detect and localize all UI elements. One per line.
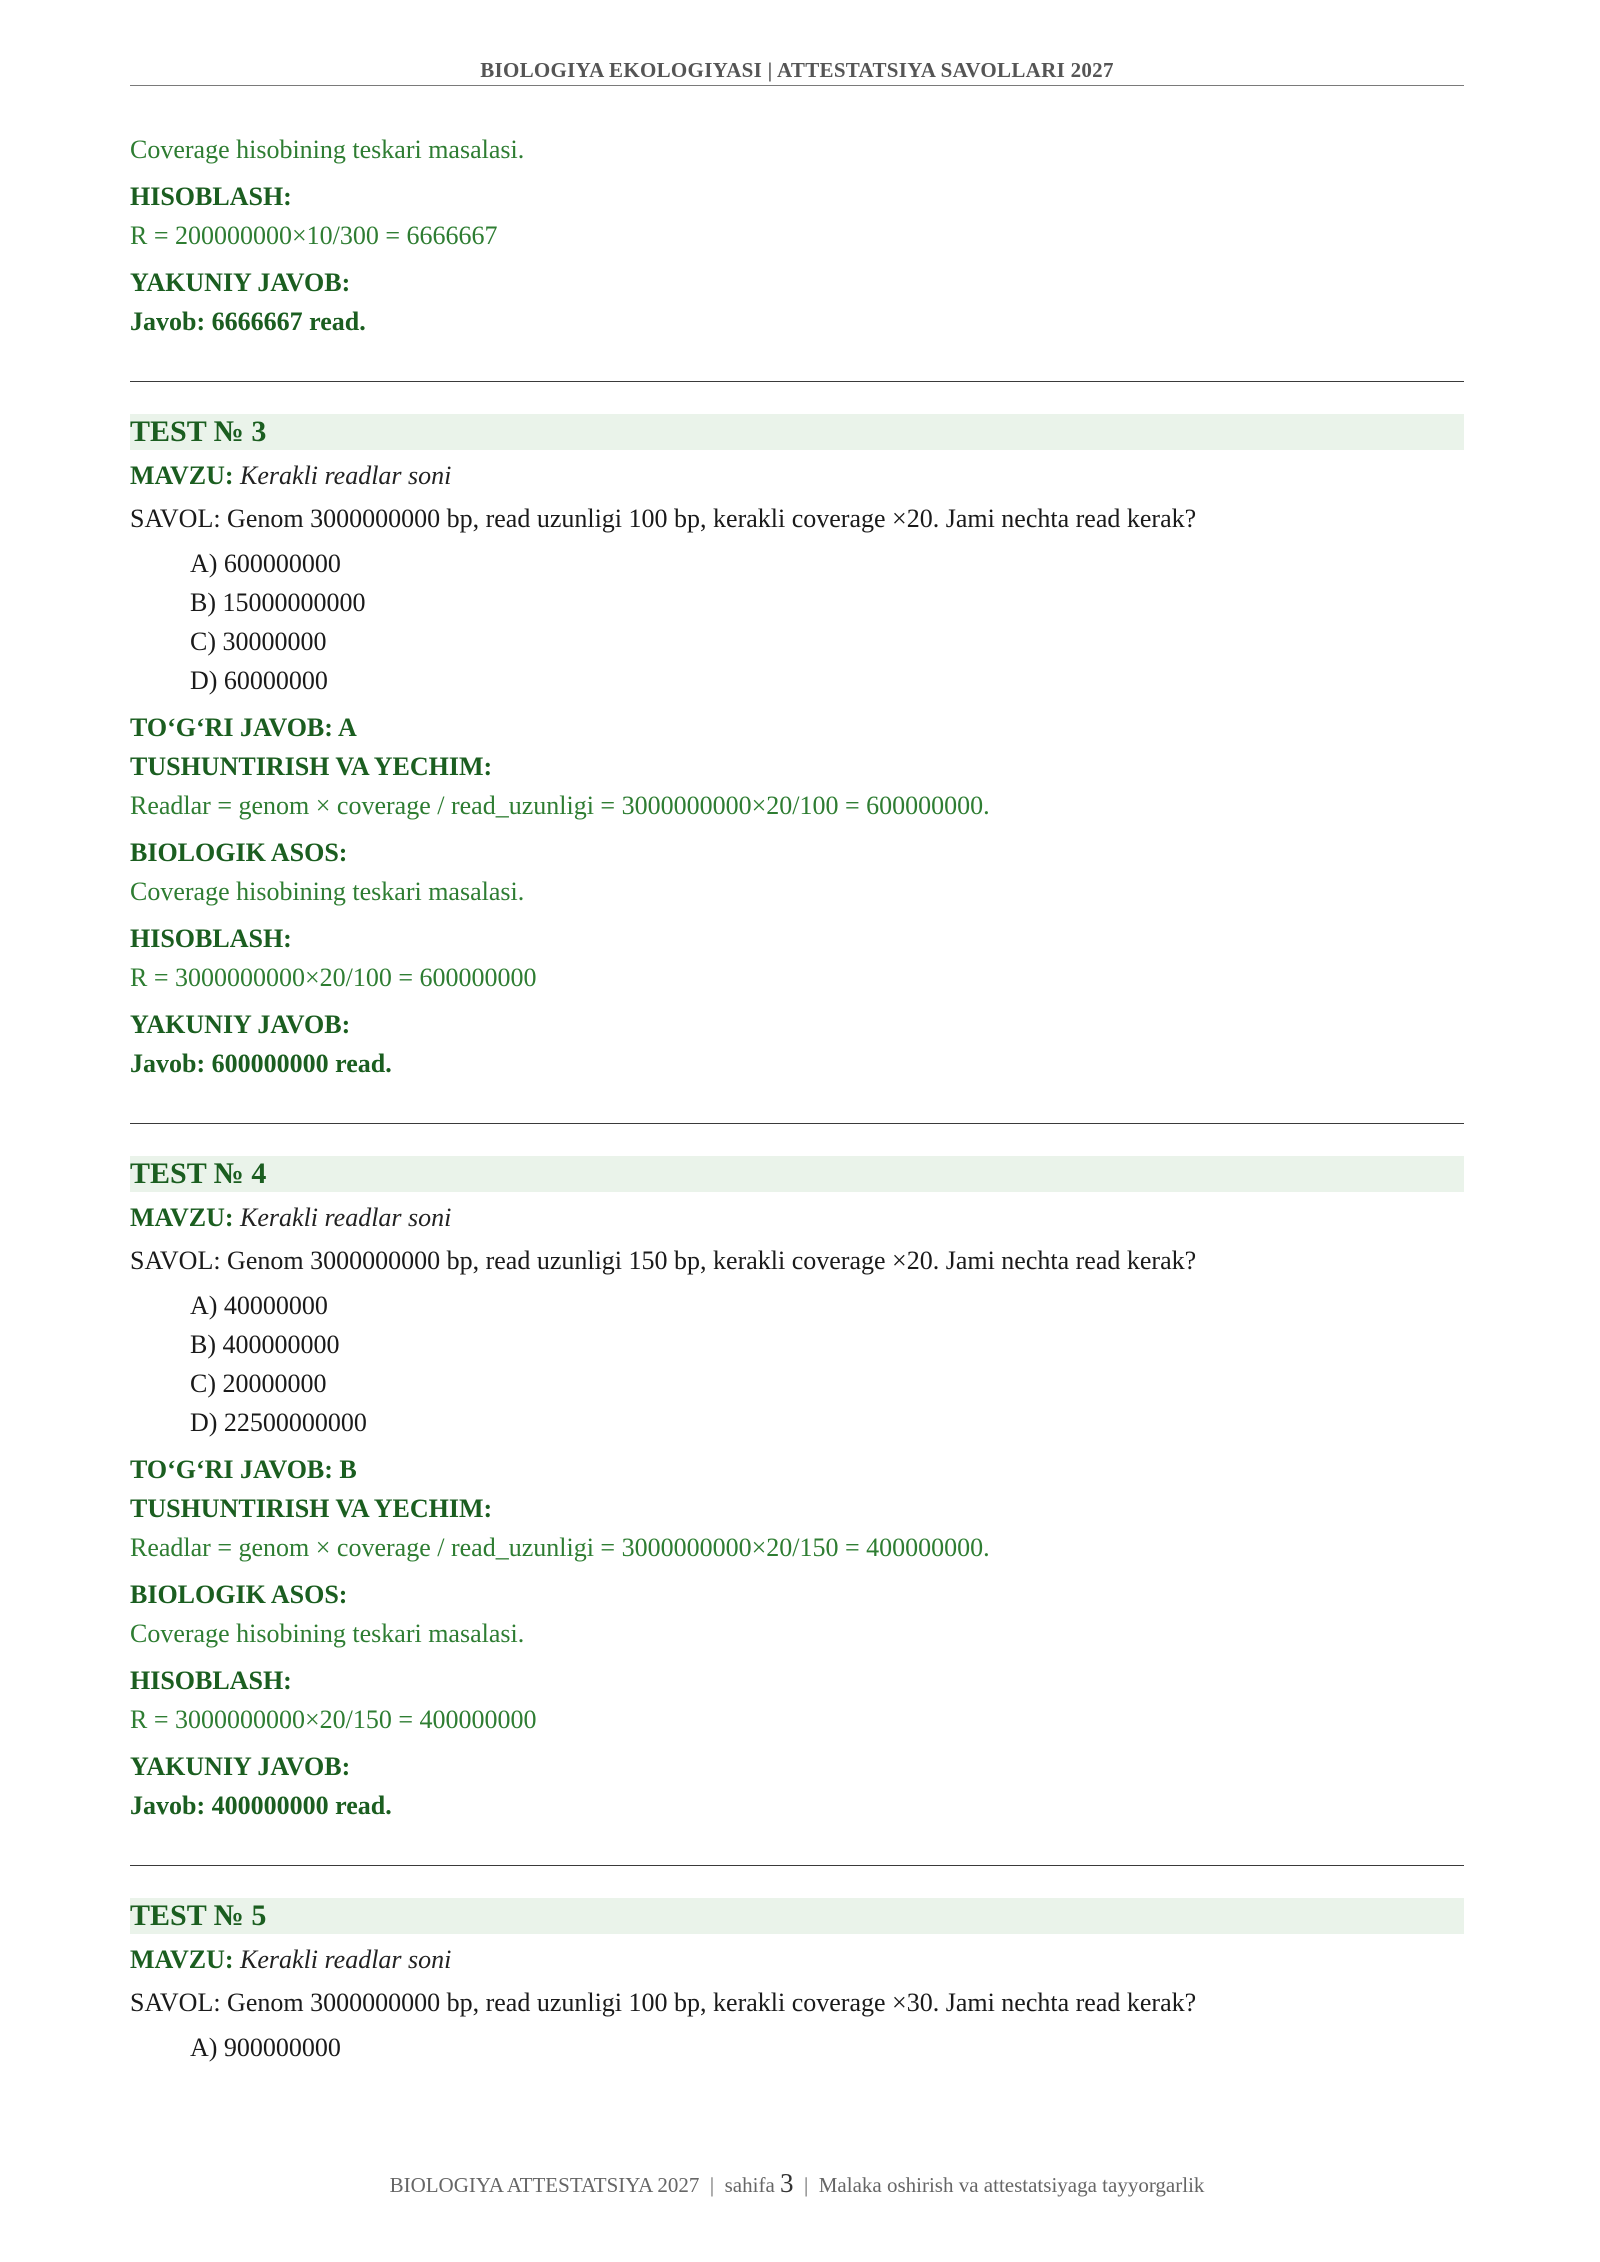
basis-text: Coverage hisobining teskari masalasi. <box>130 877 525 906</box>
footer-separator: | <box>709 2173 715 2197</box>
divider <box>130 1123 1464 1124</box>
hisob-label: HISOBLASH: <box>130 182 292 211</box>
basis-label: BIOLOGIK ASOS: <box>130 838 348 867</box>
test-block <box>130 1156 1464 1825</box>
test-title: TEST № 3 <box>130 414 1464 450</box>
page-header: BIOLOGIYA EKOLOGIYASI | ATTESTATSIYA SAVOLLARI 2027 <box>130 58 1464 86</box>
option-a: A) 600000000 <box>190 549 341 578</box>
divider <box>130 381 1464 382</box>
divider <box>130 1865 1464 1866</box>
topic-label: MAVZU: <box>130 1203 234 1232</box>
test-title: TEST № 4 <box>130 1156 1464 1192</box>
topic <box>130 1940 1464 1979</box>
topic <box>130 1198 1464 1237</box>
question: SAVOL: Genom 3000000000 bp, read uzunligi 100 bp, kerakli coverage ×30. Jami nechta read kerak? <box>130 1988 1197 2017</box>
final-answer: Javob: 600000000 read. <box>130 1049 392 1078</box>
footer-separator: | <box>804 2173 809 2197</box>
topic-label: MAVZU: <box>130 461 234 490</box>
option-d: D) 60000000 <box>190 666 328 695</box>
final-label: YAKUNIY JAVOB: <box>130 1752 351 1781</box>
option-c: C) 20000000 <box>190 1369 327 1398</box>
topic <box>130 456 1464 495</box>
final-answer: Javob: 6666667 read. <box>130 307 366 336</box>
topic-value: Kerakli readlar soni <box>240 1945 452 1974</box>
option-a: A) 40000000 <box>190 1291 328 1320</box>
question: SAVOL: Genom 3000000000 bp, read uzunligi 100 bp, kerakli coverage ×20. Jami nechta read kerak? <box>130 504 1197 533</box>
option-c: C) 30000000 <box>190 627 327 656</box>
explanation-label: TUSHUNTIRISH VA YECHIM: <box>130 1494 493 1523</box>
options-list <box>190 1286 1464 1442</box>
options-list <box>190 544 1464 700</box>
option-d: D) 22500000000 <box>190 1408 367 1437</box>
footer-title: BIOLOGIYA ATTESTATSIYA 2027 <box>389 2173 700 2197</box>
topic-value: Kerakli readlar soni <box>240 1203 452 1232</box>
correct-answer: TO‘G‘RI JAVOB: B <box>130 1455 357 1484</box>
page-content <box>130 130 1464 2067</box>
page-footer <box>130 2168 1464 2199</box>
test-block <box>130 1898 1464 2067</box>
basis-text: Coverage hisobining teskari masalasi. <box>130 1619 525 1648</box>
calc-text: R = 3000000000×20/150 = 400000000 <box>130 1705 537 1734</box>
test-title: TEST № 5 <box>130 1898 1464 1934</box>
final-answer: Javob: 400000000 read. <box>130 1791 392 1820</box>
explanation: Readlar = genom × coverage / read_uzunligi = 3000000000×20/150 = 400000000. <box>130 1533 990 1562</box>
yakun-label: YAKUNIY JAVOB: <box>130 268 351 297</box>
option-a: A) 900000000 <box>190 2033 341 2062</box>
explanation: Readlar = genom × coverage / read_uzunligi = 3000000000×20/100 = 600000000. <box>130 791 990 820</box>
calc-text: R = 3000000000×20/100 = 600000000 <box>130 963 537 992</box>
calc-label: HISOBLASH: <box>130 924 292 953</box>
hisob-text: R = 200000000×10/300 = 6666667 <box>130 221 498 250</box>
asos-text: Coverage hisobining teskari masalasi. <box>130 135 525 164</box>
test-block <box>130 414 1464 1083</box>
footer-subtitle: Malaka oshirish va attestatsiyaga tayyorgarlik <box>818 2173 1205 2197</box>
topic-label: MAVZU: <box>130 1945 234 1974</box>
question: SAVOL: Genom 3000000000 bp, read uzunligi 150 bp, kerakli coverage ×20. Jami nechta read kerak? <box>130 1246 1197 1275</box>
options-list <box>190 2028 1464 2067</box>
calc-label: HISOBLASH: <box>130 1666 292 1695</box>
footer-page-label: sahifa <box>724 2173 775 2197</box>
option-b: B) 15000000000 <box>190 588 366 617</box>
basis-label: BIOLOGIK ASOS: <box>130 1580 348 1609</box>
explanation-label: TUSHUNTIRISH VA YECHIM: <box>130 752 493 781</box>
page-number: 3 <box>780 2168 794 2198</box>
final-label: YAKUNIY JAVOB: <box>130 1010 351 1039</box>
correct-answer: TO‘G‘RI JAVOB: A <box>130 713 357 742</box>
option-b: B) 400000000 <box>190 1330 340 1359</box>
topic-value: Kerakli readlar soni <box>240 461 452 490</box>
